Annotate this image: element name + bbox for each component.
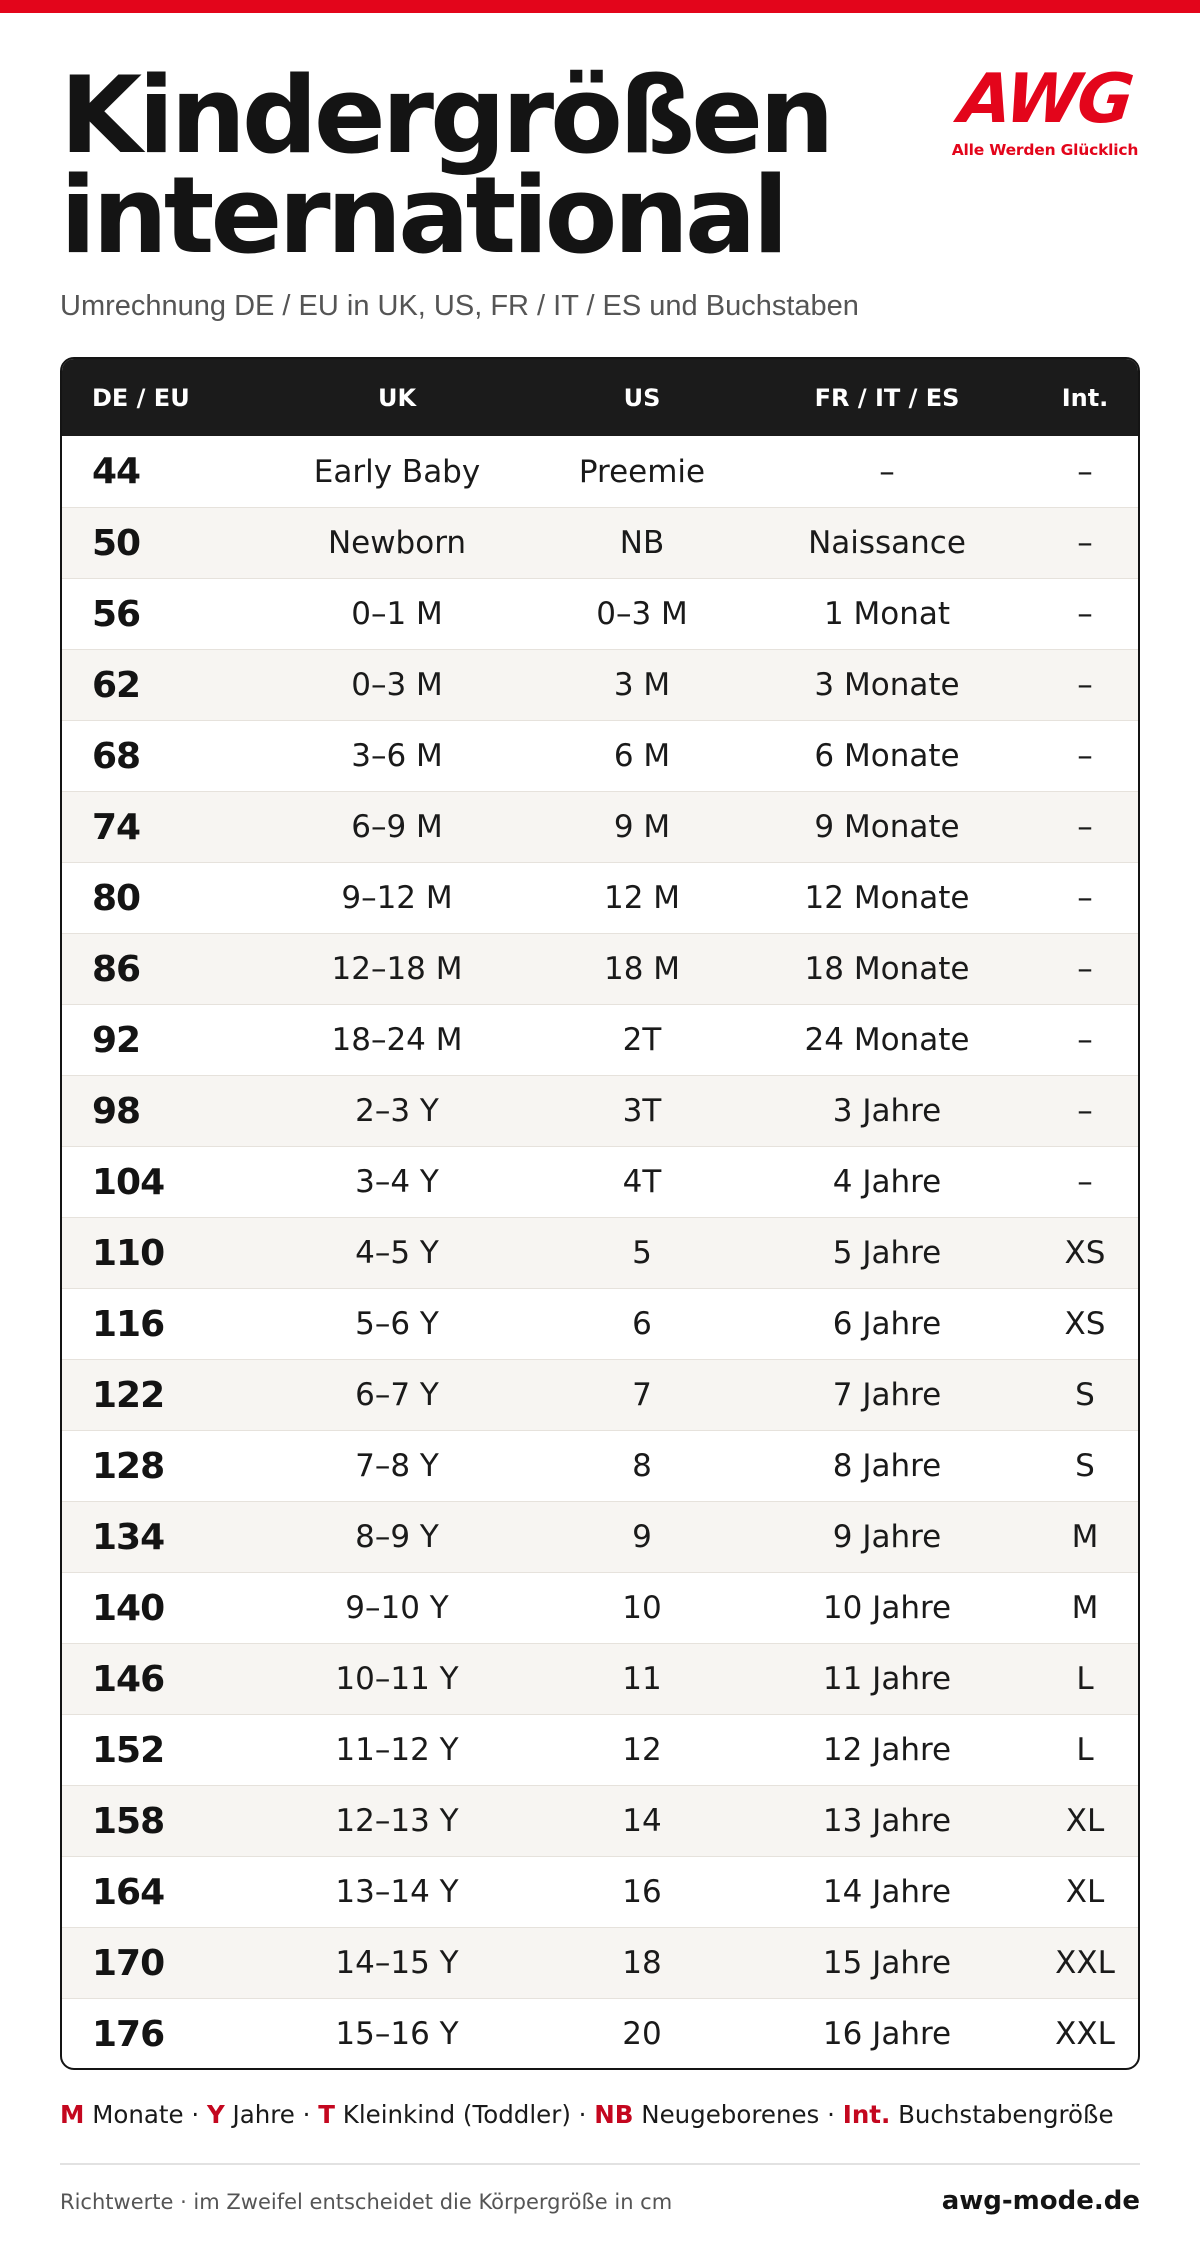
cell-fr-it-es: 9 Jahre: [832, 1519, 942, 1555]
cell-uk: 0–1 M: [351, 596, 443, 632]
legend-key: M: [60, 2100, 85, 2129]
table-row: [62, 1856, 1138, 1927]
legend-text: Neugeborenes: [641, 2100, 820, 2129]
cell-uk: 9–10 Y: [345, 1590, 449, 1626]
cell-fr-it-es: 7 Jahre: [832, 1377, 942, 1413]
cell-uk: 10–11 Y: [335, 1661, 459, 1697]
cell-int: –: [1077, 1022, 1093, 1058]
table-row: [62, 649, 1138, 720]
cell-int: XL: [1065, 1803, 1105, 1839]
cell-us: Preemie: [578, 453, 706, 490]
cell-us: 18: [622, 1945, 662, 1981]
cell-int: –: [1077, 525, 1093, 561]
cell-uk: Early Baby: [313, 453, 481, 490]
table-row: [62, 1785, 1138, 1856]
cell-int: –: [1077, 453, 1093, 490]
cell-de-eu: 110: [92, 1232, 165, 1274]
cell-int: –: [1077, 596, 1093, 632]
table-row: [62, 578, 1138, 649]
cell-int: M: [1071, 1590, 1099, 1626]
cell-uk: 11–12 Y: [335, 1732, 459, 1768]
cell-uk: 6–9 M: [351, 809, 443, 845]
table-row: [62, 1927, 1138, 1998]
table-row: [62, 1288, 1138, 1359]
cell-de-eu: 140: [92, 1587, 165, 1629]
cell-int: –: [1077, 1164, 1093, 1200]
table-row: [62, 1998, 1138, 2069]
cell-de-eu: 152: [92, 1729, 165, 1771]
table-row: [62, 720, 1138, 791]
cell-us: 9 M: [613, 809, 671, 845]
table-row: [62, 1643, 1138, 1714]
cell-fr-it-es: Naissance: [808, 525, 966, 561]
cell-us: 10: [622, 1590, 662, 1626]
cell-fr-it-es: 16 Jahre: [822, 2016, 952, 2052]
cell-de-eu: 104: [92, 1161, 165, 1203]
cell-de-eu: 134: [92, 1516, 165, 1558]
logo-claim: Alle Werden Glücklich: [951, 141, 1139, 159]
cell-int: M: [1071, 1519, 1099, 1555]
cell-int: L: [1076, 1732, 1094, 1768]
cell-de-eu: 146: [92, 1658, 165, 1700]
cell-int: –: [1077, 951, 1093, 987]
cell-uk: 13–14 Y: [335, 1874, 459, 1910]
cell-us: 9: [632, 1519, 652, 1555]
column-header-uk: UK: [377, 383, 417, 412]
cell-fr-it-es: 9 Monate: [814, 809, 960, 845]
cell-int: XXL: [1055, 2016, 1115, 2052]
cell-uk: 14–15 Y: [335, 1945, 459, 1981]
page-subtitle: Umrechnung DE / EU in UK, US, FR / IT / ES und Buchstaben: [60, 290, 859, 322]
cell-de-eu: 116: [92, 1303, 165, 1345]
cell-de-eu: 74: [92, 806, 141, 848]
cell-int: S: [1075, 1448, 1095, 1484]
table-row: [62, 1146, 1138, 1217]
page-title-line-2: international: [60, 154, 785, 277]
legend-key: T: [318, 2100, 335, 2129]
cell-int: XL: [1065, 1874, 1105, 1910]
legend-text: Buchstabengröße: [898, 2100, 1114, 2129]
cell-fr-it-es: 12 Jahre: [822, 1732, 952, 1768]
table-row: [62, 862, 1138, 933]
table-body: [62, 436, 1138, 2069]
cell-fr-it-es: 1 Monat: [823, 596, 951, 632]
table-header-row: [62, 359, 1138, 436]
table-row: [62, 1714, 1138, 1785]
cell-fr-it-es: 15 Jahre: [822, 1945, 952, 1981]
cell-us: NB: [619, 525, 665, 561]
brand-logo: [945, 60, 1145, 174]
legend-key: NB: [594, 2100, 634, 2129]
legend: [60, 2098, 1140, 2132]
cell-uk: Newborn: [327, 525, 467, 561]
footer-divider: [60, 2163, 1140, 2165]
table-row: [62, 791, 1138, 862]
table-row: [62, 436, 1138, 507]
size-table: [60, 357, 1140, 2070]
cell-fr-it-es: 4 Jahre: [832, 1164, 942, 1200]
cell-fr-it-es: 24 Monate: [804, 1022, 970, 1058]
cell-uk: 8–9 Y: [355, 1519, 439, 1555]
cell-us: 6 M: [613, 738, 671, 774]
cell-fr-it-es: 18 Monate: [804, 951, 970, 987]
table-row: [62, 1572, 1138, 1643]
page-title: [60, 54, 880, 277]
cell-int: –: [1077, 880, 1093, 916]
cell-fr-it-es: 6 Monate: [814, 738, 960, 774]
cell-de-eu: 56: [92, 593, 141, 635]
cell-us: 3 M: [613, 667, 671, 703]
cell-uk: 4–5 Y: [355, 1235, 439, 1271]
cell-fr-it-es: 8 Jahre: [832, 1448, 942, 1484]
cell-us: 20: [622, 2016, 662, 2052]
cell-int: S: [1075, 1377, 1095, 1413]
cell-us: 11: [622, 1661, 662, 1697]
legend-separator: ·: [302, 2100, 311, 2129]
cell-fr-it-es: 10 Jahre: [822, 1590, 952, 1626]
cell-int: –: [1077, 809, 1093, 845]
cell-us: 14: [622, 1803, 662, 1839]
cell-fr-it-es: –: [879, 453, 895, 490]
column-header-int: Int.: [1061, 383, 1109, 412]
cell-us: 3T: [622, 1093, 662, 1129]
logo-wordmark: AWG: [955, 60, 1135, 139]
legend-separator: ·: [827, 2100, 835, 2129]
cell-de-eu: 158: [92, 1800, 165, 1842]
cell-us: 16: [622, 1874, 662, 1910]
cell-de-eu: 44: [92, 451, 141, 492]
cell-de-eu: 128: [92, 1445, 165, 1487]
page-title-line-1: Kindergrößen: [60, 54, 831, 177]
cell-us: 18 M: [603, 951, 681, 987]
cell-uk: 3–4 Y: [355, 1164, 439, 1200]
legend-text: Monate: [92, 2100, 184, 2129]
cell-de-eu: 86: [92, 948, 141, 990]
cell-int: –: [1077, 667, 1093, 703]
cell-int: XS: [1064, 1306, 1106, 1342]
cell-uk: 6–7 Y: [355, 1377, 439, 1413]
cell-de-eu: 80: [92, 877, 141, 919]
cell-us: 7: [632, 1377, 652, 1413]
cell-fr-it-es: 12 Monate: [804, 880, 970, 916]
cell-de-eu: 68: [92, 735, 141, 777]
cell-int: XXL: [1055, 1945, 1115, 1981]
table-row: [62, 933, 1138, 1004]
cell-uk: 3–6 M: [351, 738, 443, 774]
legend-key: Y: [206, 2100, 225, 2129]
column-header-de-eu: DE / EU: [92, 383, 190, 412]
cell-de-eu: 50: [92, 522, 141, 564]
table-row: [62, 1501, 1138, 1572]
cell-fr-it-es: 3 Monate: [814, 667, 960, 703]
table-row: [62, 1217, 1138, 1288]
cell-de-eu: 176: [92, 2013, 165, 2055]
table-row: [62, 1004, 1138, 1075]
cell-fr-it-es: 3 Jahre: [832, 1093, 942, 1129]
legend-text: Jahre: [232, 2100, 295, 2129]
cell-us: 6: [632, 1306, 652, 1342]
cell-int: –: [1077, 1093, 1093, 1129]
table-row: [62, 1075, 1138, 1146]
cell-us: 12 M: [603, 880, 681, 916]
cell-us: 0–3 M: [596, 596, 688, 632]
table-row: [62, 1359, 1138, 1430]
cell-fr-it-es: 11 Jahre: [822, 1661, 952, 1697]
legend-separator: ·: [578, 2100, 587, 2129]
column-header-fr-it-es: FR / IT / ES: [814, 383, 960, 412]
cell-de-eu: 164: [92, 1871, 165, 1913]
cell-uk: 2–3 Y: [355, 1093, 439, 1129]
legend-text: Kleinkind (Toddler): [342, 2100, 571, 2129]
cell-int: –: [1077, 738, 1093, 774]
cell-fr-it-es: 5 Jahre: [832, 1235, 942, 1271]
cell-fr-it-es: 6 Jahre: [832, 1306, 942, 1342]
cell-us: 2T: [622, 1022, 662, 1058]
cell-uk: 5–6 Y: [355, 1306, 439, 1342]
cell-us: 5: [632, 1235, 652, 1271]
cell-uk: 9–12 M: [341, 880, 453, 916]
cell-uk: 12–13 Y: [335, 1803, 459, 1839]
cell-us: 4T: [622, 1164, 662, 1200]
cell-uk: 0–3 M: [351, 667, 443, 703]
footer-url: awg-mode.de: [941, 2186, 1140, 2216]
column-header-us: US: [623, 383, 661, 412]
table-row: [62, 507, 1138, 578]
top-accent-bar: [0, 0, 1200, 13]
footer-note: Richtwerte · im Zweifel entscheidet die Körpergröße in cm: [60, 2190, 673, 2214]
legend-key: Int.: [842, 2100, 891, 2129]
cell-de-eu: 98: [92, 1090, 141, 1132]
cell-uk: 18–24 M: [331, 1022, 463, 1058]
table-row: [62, 1430, 1138, 1501]
cell-uk: 7–8 Y: [355, 1448, 439, 1484]
cell-int: L: [1076, 1661, 1094, 1697]
cell-int: XS: [1064, 1235, 1106, 1271]
cell-fr-it-es: 13 Jahre: [822, 1803, 952, 1839]
cell-de-eu: 122: [92, 1374, 165, 1416]
cell-de-eu: 170: [92, 1942, 165, 1984]
legend-separator: ·: [191, 2100, 200, 2129]
cell-de-eu: 92: [92, 1019, 141, 1061]
cell-de-eu: 62: [92, 664, 141, 706]
cell-us: 12: [622, 1732, 662, 1768]
cell-us: 8: [632, 1448, 652, 1484]
cell-uk: 12–18 M: [331, 951, 463, 987]
cell-fr-it-es: 14 Jahre: [822, 1874, 952, 1910]
cell-uk: 15–16 Y: [335, 2016, 459, 2052]
